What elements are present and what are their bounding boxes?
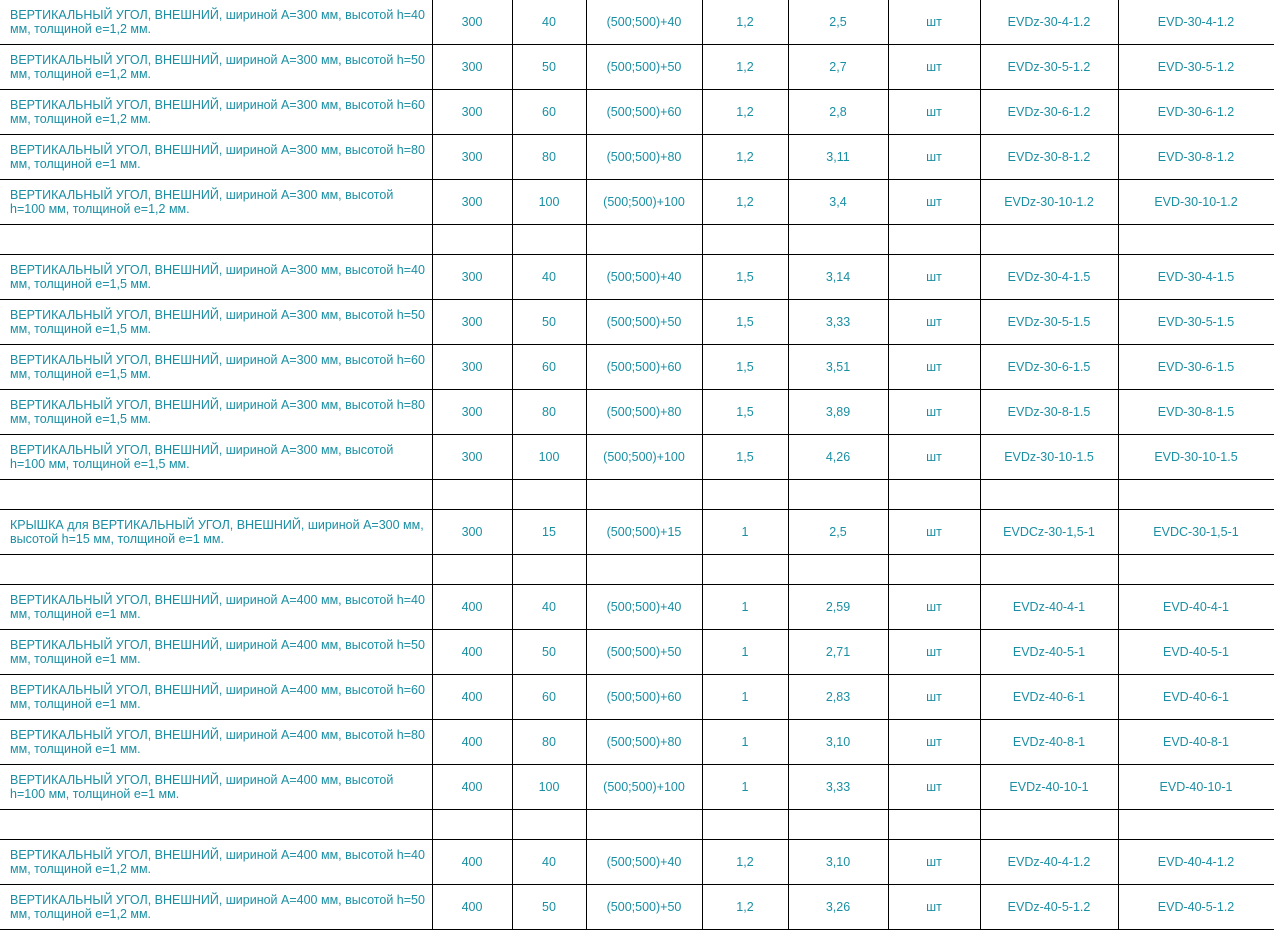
unit-cell: шт [888, 675, 980, 720]
empty-cell [0, 810, 432, 840]
empty-cell [888, 555, 980, 585]
article-z-cell: EVDz-30-10-1.5 [980, 435, 1118, 480]
empty-cell [432, 555, 512, 585]
empty-cell [586, 810, 702, 840]
thickness-cell: 1,2 [702, 135, 788, 180]
thickness-cell: 1,5 [702, 345, 788, 390]
article-cell: EVD-40-4-1.2 [1118, 840, 1274, 885]
description-cell: ВЕРТИКАЛЬНЫЙ УГОЛ, ВНЕШНИЙ, шириной А=300 мм, высотой h=100 мм, толщиной е=1,5 мм. [0, 435, 432, 480]
spacer-row [0, 480, 1274, 510]
description-cell: ВЕРТИКАЛЬНЫЙ УГОЛ, ВНЕШНИЙ, шириной А=300 мм, высотой h=80 мм, толщиной е=1,5 мм. [0, 390, 432, 435]
width-a-cell: 300 [432, 435, 512, 480]
description-cell: ВЕРТИКАЛЬНЫЙ УГОЛ, ВНЕШНИЙ, шириной А=400 мм, высотой h=50 мм, толщиной е=1 мм. [0, 630, 432, 675]
article-cell: EVD-30-10-1.2 [1118, 180, 1274, 225]
unit-cell: шт [888, 180, 980, 225]
dimension-cell: (500;500)+50 [586, 45, 702, 90]
height-h-cell: 100 [512, 180, 586, 225]
description-cell: ВЕРТИКАЛЬНЫЙ УГОЛ, ВНЕШНИЙ, шириной А=300 мм, высотой h=50 мм, толщиной е=1,2 мм. [0, 45, 432, 90]
thickness-cell: 1 [702, 765, 788, 810]
width-a-cell: 300 [432, 180, 512, 225]
unit-cell: шт [888, 510, 980, 555]
empty-cell [512, 810, 586, 840]
weight-cell: 2,83 [788, 675, 888, 720]
height-h-cell: 60 [512, 675, 586, 720]
description-cell: ВЕРТИКАЛЬНЫЙ УГОЛ, ВНЕШНИЙ, шириной А=300 мм, высотой h=40 мм, толщиной е=1,2 мм. [0, 0, 432, 45]
width-a-cell: 400 [432, 585, 512, 630]
unit-cell: шт [888, 0, 980, 45]
article-cell: EVD-30-6-1.2 [1118, 90, 1274, 135]
dimension-cell: (500;500)+80 [586, 720, 702, 765]
width-a-cell: 400 [432, 885, 512, 930]
article-z-cell: EVDz-30-8-1.5 [980, 390, 1118, 435]
width-a-cell: 300 [432, 510, 512, 555]
article-z-cell: EVDz-40-8-1 [980, 720, 1118, 765]
thickness-cell: 1,2 [702, 0, 788, 45]
height-h-cell: 40 [512, 255, 586, 300]
weight-cell: 3,11 [788, 135, 888, 180]
height-h-cell: 80 [512, 390, 586, 435]
thickness-cell: 1,5 [702, 435, 788, 480]
empty-cell [788, 555, 888, 585]
weight-cell: 3,4 [788, 180, 888, 225]
empty-cell [1118, 225, 1274, 255]
empty-cell [586, 555, 702, 585]
article-z-cell: EVDz-30-5-1.2 [980, 45, 1118, 90]
description-cell: ВЕРТИКАЛЬНЫЙ УГОЛ, ВНЕШНИЙ, шириной А=300 мм, высотой h=100 мм, толщиной е=1,2 мм. [0, 180, 432, 225]
thickness-cell: 1,2 [702, 45, 788, 90]
article-cell: EVD-40-6-1 [1118, 675, 1274, 720]
width-a-cell: 300 [432, 45, 512, 90]
description-cell: ВЕРТИКАЛЬНЫЙ УГОЛ, ВНЕШНИЙ, шириной А=400 мм, высотой h=100 мм, толщиной е=1 мм. [0, 765, 432, 810]
article-cell: EVD-30-5-1.5 [1118, 300, 1274, 345]
empty-cell [980, 810, 1118, 840]
weight-cell: 3,26 [788, 885, 888, 930]
article-z-cell: EVDz-40-6-1 [980, 675, 1118, 720]
thickness-cell: 1,2 [702, 885, 788, 930]
article-cell: EVD-30-5-1.2 [1118, 45, 1274, 90]
dimension-cell: (500;500)+40 [586, 0, 702, 45]
unit-cell: шт [888, 135, 980, 180]
table-row [0, 300, 1274, 345]
width-a-cell: 400 [432, 630, 512, 675]
description-cell: ВЕРТИКАЛЬНЫЙ УГОЛ, ВНЕШНИЙ, шириной А=400 мм, высотой h=60 мм, толщиной е=1 мм. [0, 675, 432, 720]
empty-cell [512, 480, 586, 510]
dimension-cell: (500;500)+60 [586, 345, 702, 390]
dimension-cell: (500;500)+40 [586, 840, 702, 885]
empty-cell [980, 225, 1118, 255]
dimension-cell: (500;500)+15 [586, 510, 702, 555]
dimension-cell: (500;500)+50 [586, 300, 702, 345]
height-h-cell: 50 [512, 45, 586, 90]
dimension-cell: (500;500)+100 [586, 765, 702, 810]
width-a-cell: 300 [432, 0, 512, 45]
width-a-cell: 400 [432, 720, 512, 765]
thickness-cell: 1,2 [702, 180, 788, 225]
unit-cell: шт [888, 45, 980, 90]
unit-cell: шт [888, 585, 980, 630]
empty-cell [888, 480, 980, 510]
article-cell: EVD-30-6-1.5 [1118, 345, 1274, 390]
empty-cell [702, 225, 788, 255]
thickness-cell: 1,2 [702, 90, 788, 135]
empty-cell [586, 480, 702, 510]
thickness-cell: 1 [702, 675, 788, 720]
description-cell: ВЕРТИКАЛЬНЫЙ УГОЛ, ВНЕШНИЙ, шириной А=300 мм, высотой h=40 мм, толщиной е=1,5 мм. [0, 255, 432, 300]
empty-cell [512, 225, 586, 255]
width-a-cell: 300 [432, 255, 512, 300]
height-h-cell: 15 [512, 510, 586, 555]
article-z-cell: EVDz-30-8-1.2 [980, 135, 1118, 180]
table-row [0, 0, 1274, 45]
article-cell: EVD-30-8-1.2 [1118, 135, 1274, 180]
height-h-cell: 40 [512, 0, 586, 45]
height-h-cell: 50 [512, 630, 586, 675]
thickness-cell: 1,5 [702, 300, 788, 345]
height-h-cell: 40 [512, 840, 586, 885]
description-cell: ВЕРТИКАЛЬНЫЙ УГОЛ, ВНЕШНИЙ, шириной А=300 мм, высотой h=80 мм, толщиной е=1 мм. [0, 135, 432, 180]
spacer-row [0, 225, 1274, 255]
table-row [0, 720, 1274, 765]
table-row [0, 135, 1274, 180]
unit-cell: шт [888, 90, 980, 135]
empty-cell [432, 810, 512, 840]
width-a-cell: 400 [432, 675, 512, 720]
weight-cell: 3,33 [788, 765, 888, 810]
description-cell: КРЫШКА для ВЕРТИКАЛЬНЫЙ УГОЛ, ВНЕШНИЙ, шириной А=300 мм, высотой h=15 мм, толщиной е=1 мм. [0, 510, 432, 555]
table-row [0, 180, 1274, 225]
weight-cell: 2,8 [788, 90, 888, 135]
spacer-row [0, 810, 1274, 840]
unit-cell: шт [888, 390, 980, 435]
table-row [0, 435, 1274, 480]
height-h-cell: 40 [512, 585, 586, 630]
empty-cell [888, 225, 980, 255]
dimension-cell: (500;500)+100 [586, 180, 702, 225]
empty-cell [0, 555, 432, 585]
empty-cell [702, 810, 788, 840]
description-cell: ВЕРТИКАЛЬНЫЙ УГОЛ, ВНЕШНИЙ, шириной А=400 мм, высотой h=50 мм, толщиной е=1,2 мм. [0, 885, 432, 930]
weight-cell: 3,14 [788, 255, 888, 300]
description-cell: ВЕРТИКАЛЬНЫЙ УГОЛ, ВНЕШНИЙ, шириной А=400 мм, высотой h=40 мм, толщиной е=1,2 мм. [0, 840, 432, 885]
description-cell: ВЕРТИКАЛЬНЫЙ УГОЛ, ВНЕШНИЙ, шириной А=300 мм, высотой h=60 мм, толщиной е=1,5 мм. [0, 345, 432, 390]
article-cell: EVD-30-10-1.5 [1118, 435, 1274, 480]
article-z-cell: EVDz-40-10-1 [980, 765, 1118, 810]
weight-cell: 2,59 [788, 585, 888, 630]
article-cell: EVD-40-5-1.2 [1118, 885, 1274, 930]
width-a-cell: 300 [432, 90, 512, 135]
dimension-cell: (500;500)+40 [586, 255, 702, 300]
table-row [0, 885, 1274, 930]
empty-cell [432, 225, 512, 255]
description-cell: ВЕРТИКАЛЬНЫЙ УГОЛ, ВНЕШНИЙ, шириной А=300 мм, высотой h=50 мм, толщиной е=1,5 мм. [0, 300, 432, 345]
article-z-cell: EVDCz-30-1,5-1 [980, 510, 1118, 555]
dimension-cell: (500;500)+100 [586, 435, 702, 480]
height-h-cell: 80 [512, 135, 586, 180]
thickness-cell: 1,5 [702, 390, 788, 435]
width-a-cell: 300 [432, 390, 512, 435]
table-row [0, 345, 1274, 390]
weight-cell: 3,33 [788, 300, 888, 345]
article-z-cell: EVDz-40-5-1.2 [980, 885, 1118, 930]
unit-cell: шт [888, 630, 980, 675]
thickness-cell: 1 [702, 630, 788, 675]
unit-cell: шт [888, 345, 980, 390]
unit-cell: шт [888, 885, 980, 930]
thickness-cell: 1 [702, 720, 788, 765]
height-h-cell: 100 [512, 435, 586, 480]
article-cell: EVD-40-4-1 [1118, 585, 1274, 630]
empty-cell [788, 810, 888, 840]
empty-cell [586, 225, 702, 255]
weight-cell: 3,51 [788, 345, 888, 390]
height-h-cell: 80 [512, 720, 586, 765]
table-row [0, 765, 1274, 810]
unit-cell: шт [888, 765, 980, 810]
weight-cell: 2,7 [788, 45, 888, 90]
weight-cell: 2,5 [788, 510, 888, 555]
table-row [0, 390, 1274, 435]
height-h-cell: 60 [512, 345, 586, 390]
empty-cell [1118, 480, 1274, 510]
article-z-cell: EVDz-30-6-1.5 [980, 345, 1118, 390]
article-cell: EVD-40-5-1 [1118, 630, 1274, 675]
description-cell: ВЕРТИКАЛЬНЫЙ УГОЛ, ВНЕШНИЙ, шириной А=400 мм, высотой h=40 мм, толщиной е=1 мм. [0, 585, 432, 630]
unit-cell: шт [888, 435, 980, 480]
height-h-cell: 50 [512, 885, 586, 930]
empty-cell [788, 225, 888, 255]
article-z-cell: EVDz-40-4-1 [980, 585, 1118, 630]
description-cell: ВЕРТИКАЛЬНЫЙ УГОЛ, ВНЕШНИЙ, шириной А=300 мм, высотой h=60 мм, толщиной е=1,2 мм. [0, 90, 432, 135]
article-cell: EVDC-30-1,5-1 [1118, 510, 1274, 555]
weight-cell: 3,89 [788, 390, 888, 435]
empty-cell [888, 810, 980, 840]
article-cell: EVD-30-8-1.5 [1118, 390, 1274, 435]
article-z-cell: EVDz-30-4-1.2 [980, 0, 1118, 45]
article-cell: EVD-40-10-1 [1118, 765, 1274, 810]
article-cell: EVD-30-4-1.5 [1118, 255, 1274, 300]
table-row [0, 675, 1274, 720]
article-z-cell: EVDz-30-5-1.5 [980, 300, 1118, 345]
dimension-cell: (500;500)+60 [586, 90, 702, 135]
table-row [0, 585, 1274, 630]
description-cell: ВЕРТИКАЛЬНЫЙ УГОЛ, ВНЕШНИЙ, шириной А=400 мм, высотой h=80 мм, толщиной е=1 мм. [0, 720, 432, 765]
dimension-cell: (500;500)+50 [586, 885, 702, 930]
table-row [0, 630, 1274, 675]
article-z-cell: EVDz-30-4-1.5 [980, 255, 1118, 300]
weight-cell: 2,71 [788, 630, 888, 675]
article-z-cell: EVDz-40-4-1.2 [980, 840, 1118, 885]
weight-cell: 3,10 [788, 720, 888, 765]
height-h-cell: 50 [512, 300, 586, 345]
article-z-cell: EVDz-30-10-1.2 [980, 180, 1118, 225]
width-a-cell: 300 [432, 300, 512, 345]
thickness-cell: 1,2 [702, 840, 788, 885]
unit-cell: шт [888, 840, 980, 885]
dimension-cell: (500;500)+80 [586, 135, 702, 180]
dimension-cell: (500;500)+60 [586, 675, 702, 720]
thickness-cell: 1 [702, 585, 788, 630]
width-a-cell: 400 [432, 840, 512, 885]
article-cell: EVD-30-4-1.2 [1118, 0, 1274, 45]
dimension-cell: (500;500)+80 [586, 390, 702, 435]
width-a-cell: 300 [432, 135, 512, 180]
weight-cell: 4,26 [788, 435, 888, 480]
empty-cell [788, 480, 888, 510]
dimension-cell: (500;500)+40 [586, 585, 702, 630]
width-a-cell: 300 [432, 345, 512, 390]
empty-cell [980, 555, 1118, 585]
height-h-cell: 100 [512, 765, 586, 810]
article-z-cell: EVDz-30-6-1.2 [980, 90, 1118, 135]
table-row [0, 90, 1274, 135]
empty-cell [1118, 555, 1274, 585]
empty-cell [512, 555, 586, 585]
dimension-cell: (500;500)+50 [586, 630, 702, 675]
article-cell: EVD-40-8-1 [1118, 720, 1274, 765]
height-h-cell: 60 [512, 90, 586, 135]
empty-cell [702, 480, 788, 510]
unit-cell: шт [888, 255, 980, 300]
weight-cell: 3,10 [788, 840, 888, 885]
thickness-cell: 1 [702, 510, 788, 555]
unit-cell: шт [888, 720, 980, 765]
empty-cell [0, 480, 432, 510]
table-row [0, 255, 1274, 300]
width-a-cell: 400 [432, 765, 512, 810]
empty-cell [1118, 810, 1274, 840]
thickness-cell: 1,5 [702, 255, 788, 300]
table-row [0, 510, 1274, 555]
article-z-cell: EVDz-40-5-1 [980, 630, 1118, 675]
table-row [0, 840, 1274, 885]
weight-cell: 2,5 [788, 0, 888, 45]
spacer-row [0, 555, 1274, 585]
empty-cell [0, 225, 432, 255]
unit-cell: шт [888, 300, 980, 345]
table-row [0, 45, 1274, 90]
empty-cell [702, 555, 788, 585]
empty-cell [432, 480, 512, 510]
empty-cell [980, 480, 1118, 510]
